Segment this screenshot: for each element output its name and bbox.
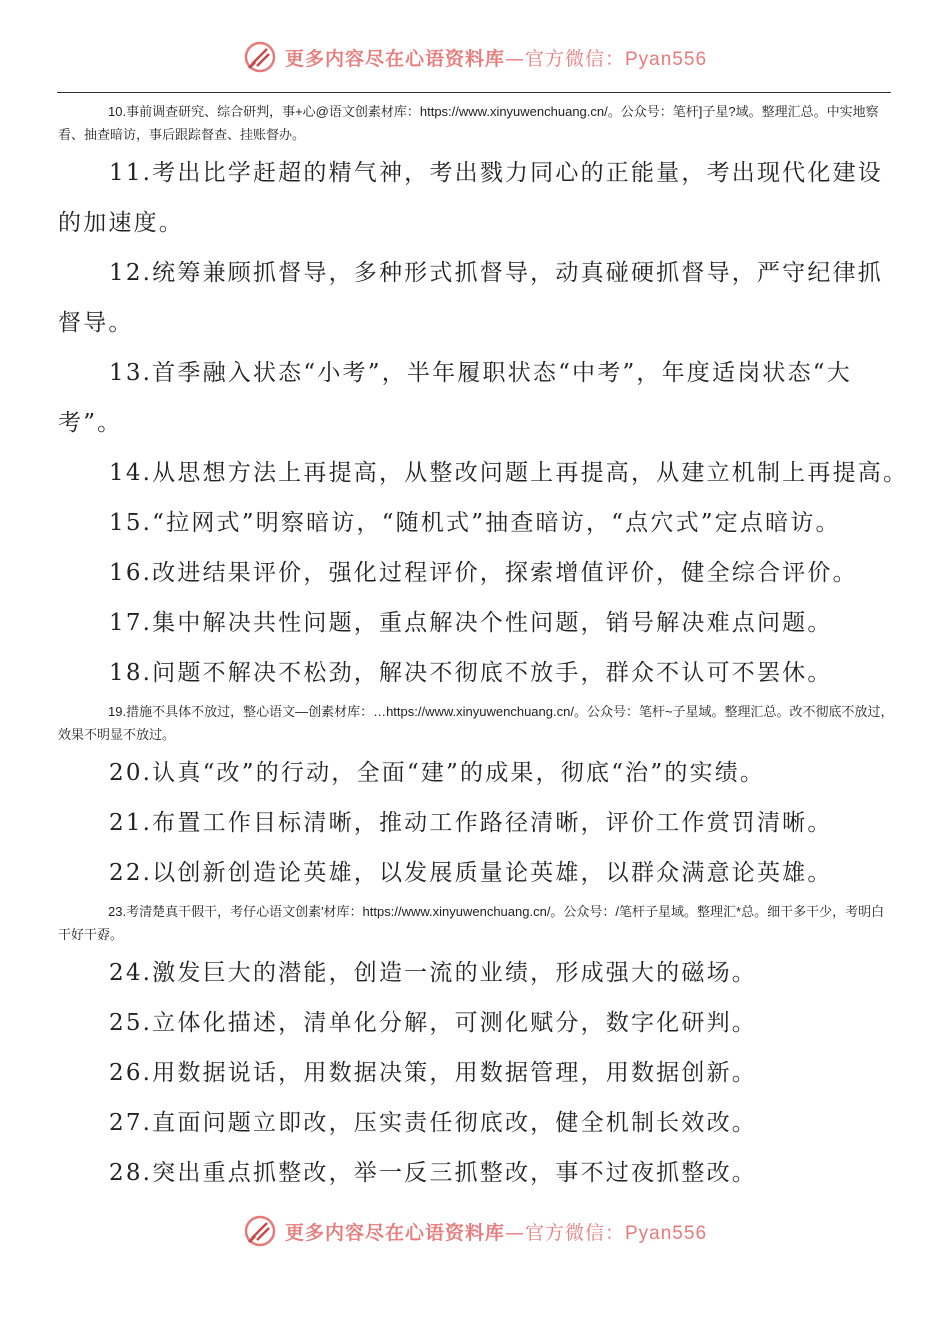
list-item-19: 19.措施不具体不放过，整心语文—创素材库：…https://www.xinyuwenchuang.cn/。公众号：笔杆~子星域。整理汇总。改不彻底不放过，效果不明显不放过。 [58, 704, 894, 742]
list-item-14: 14.从思想方法上再提高，从整改问题上再提高，从建立机制上再提高。 [109, 460, 909, 486]
footer-watermark [0, 1214, 950, 1248]
header-suffix: 官方微信： [524, 47, 625, 70]
header-handle: Pyan556 [625, 48, 708, 70]
list-item-17: 17.集中解决共性问题，重点解决个性问题，销号解决难点问题。 [109, 610, 833, 636]
list-item-16: 16.改进结果评价，强化过程评价，探索增值评价，健全综合评价。 [109, 560, 858, 586]
list-item-18: 18.问题不解决不松劲，解决不彻底不放手，群众不认可不罢休。 [109, 660, 833, 686]
list-item-28: 28.突出重点抓整改，举一反三抓整改，事不过夜抓整改。 [109, 1160, 757, 1186]
list-item-20: 20.认真“改”的行动，全面“建”的成果，彻底“治”的实绩。 [109, 760, 766, 786]
footer-suffix: 官方微信： [524, 1221, 625, 1244]
header-sep: — [504, 47, 525, 70]
footer-text [285, 1218, 707, 1245]
header-text [285, 44, 707, 71]
list-item-21: 21.布置工作目标清晰，推动工作路径清晰，评价工作赏罚清晰。 [109, 810, 833, 836]
logo-icon [243, 1214, 277, 1248]
footer-handle: Pyan556 [625, 1222, 708, 1244]
list-item-13: 13.首季融入状态“小考”，半年履职状态“中考”，年度适岗状态“大考”。 [58, 360, 852, 436]
header-divider [57, 92, 891, 93]
list-item-26: 26.用数据说话，用数据决策，用数据管理，用数据创新。 [109, 1060, 757, 1086]
logo-icon [243, 40, 277, 74]
header-brand: 更多内容尽在心语资料库 [284, 47, 505, 70]
list-item-22: 22.以创新创造论英雄，以发展质量论英雄，以群众满意论英雄。 [109, 860, 833, 886]
list-item-11: 11.考出比学赶超的精气神，考出戮力同心的正能量，考出现代化建设的加速度。 [58, 160, 883, 236]
list-item-23: 23.考清楚真干假干，考仔心语文创素'材库：https://www.xinyuwenchuang.cn/。公众号：/笔杆子星域。整理汇*总。细干多干少，考明白干好干孬。 [58, 904, 885, 942]
list-item-15: 15.“拉网式”明察暗访，“随机式”抽查暗访，“点穴式”定点暗访。 [109, 510, 841, 536]
list-item-10: 10.事前调查研究、综合研判，事+心@语文创素材库：https://www.xinyuwenchuang.cn/。公众号：笔杆]子星?域。整理汇总。中实地察看、抽查暗访，事后跟踪督查、挂账督办。 [58, 104, 879, 142]
list-item-25: 25.立体化描述，清单化分解，可测化赋分，数字化研判。 [109, 1010, 757, 1036]
header-watermark [0, 40, 950, 74]
footer-sep: — [504, 1221, 525, 1244]
list-item-27: 27.直面问题立即改，压实责任彻底改，健全机制长效改。 [109, 1110, 757, 1136]
list-item-24: 24.激发巨大的潜能，创造一流的业绩，形成强大的磁场。 [109, 960, 757, 986]
document-body [58, 98, 909, 1198]
footer-brand: 更多内容尽在心语资料库 [284, 1221, 505, 1244]
list-item-12: 12.统筹兼顾抓督导，多种形式抓督导，动真碰硬抓督导，严守纪律抓督导。 [58, 260, 883, 336]
